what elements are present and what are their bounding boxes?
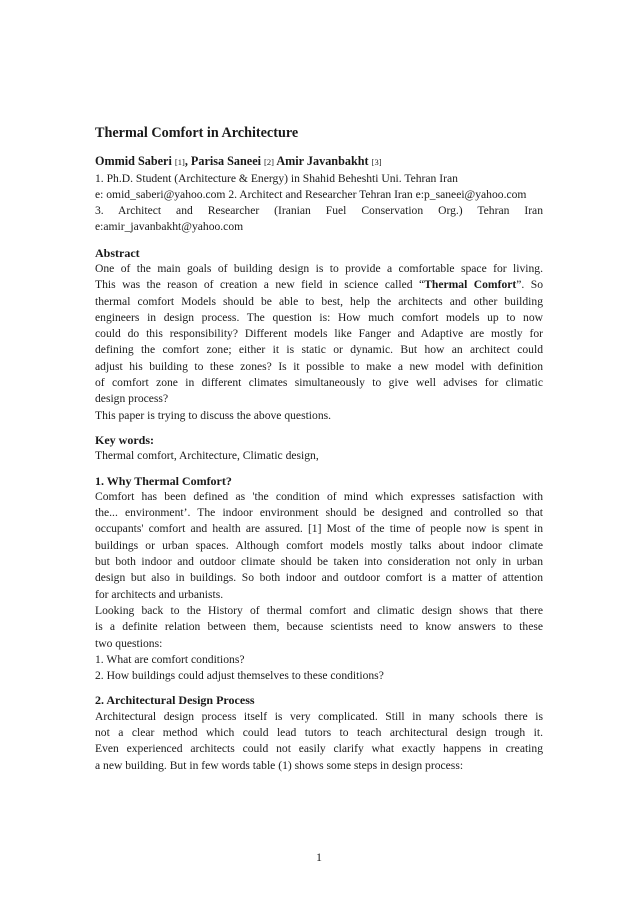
abstract-line: defining the comfort zone; either it is static or dynamic. But how an architect could bbox=[95, 343, 543, 357]
abstract-section bbox=[95, 245, 543, 424]
abstract-line-bold bbox=[95, 277, 543, 293]
abstract-heading: Abstract bbox=[95, 245, 140, 260]
body-line: two questions: bbox=[95, 636, 163, 650]
keywords-text: Thermal comfort, Architecture, Climatic design, bbox=[95, 449, 319, 463]
affiliation-line: 3. Architect and Researcher (Iranian Fuel Conservation Org.) Tehran Iran bbox=[95, 204, 543, 218]
affiliations bbox=[95, 171, 543, 236]
body-line: for architects and urbanists. bbox=[95, 587, 224, 601]
abstract-line: design process? bbox=[95, 392, 169, 406]
author-2-ref: [2] bbox=[264, 157, 274, 167]
abstract-line-start: This was the reason of creation a new field in science called “ bbox=[95, 278, 425, 292]
section-architectural-design-process bbox=[95, 692, 543, 773]
body-line: Comfort has been defined as 'the condition of mind which expresses satisfaction with bbox=[95, 489, 543, 503]
abstract-line: thermal comfort Models should be able to best, help the architects and other building bbox=[95, 294, 543, 308]
author-2: Parisa Saneei bbox=[190, 154, 261, 168]
abstract-line: of comfort zone in different climates simultaneously to give well advises for climatic bbox=[95, 376, 543, 390]
body-line: but both indoor and outdoor climate should be taken into consideration not only in urban bbox=[95, 555, 543, 569]
body-line: is a definite relation between them, because scientists need to know answers to these bbox=[95, 620, 543, 634]
abstract-line: adjust his building to these zones? Is it possible to make a new model with definition bbox=[95, 359, 543, 373]
author-3-ref: [3] bbox=[371, 157, 382, 167]
body-line: the... environment’. The indoor environment should be designed and controlled so that bbox=[95, 506, 543, 520]
paper-body bbox=[95, 124, 543, 774]
affiliation-line: 1. Ph.D. Student (Architecture & Energy) in Shahid Beheshti Uni. Tehran Iran bbox=[95, 171, 458, 185]
abstract-line: This paper is trying to discuss the above questions. bbox=[95, 408, 332, 422]
author-3: Amir Javanbakht bbox=[276, 154, 369, 168]
author-1: Ommid Saberi bbox=[95, 154, 172, 168]
body-line: Even experienced architects could not easily clarify what exactly happens in creating bbox=[95, 742, 543, 756]
page-number: 1 bbox=[316, 850, 322, 864]
keywords-section bbox=[95, 432, 543, 465]
thermal-comfort-term: Thermal Comfort bbox=[424, 278, 517, 292]
list-item: 2. How buildings could adjust themselves to these conditions? bbox=[95, 669, 384, 683]
author-1-ref: [1] bbox=[174, 157, 185, 167]
body-line: a new building. But in few words table (1) shows some steps in design process: bbox=[95, 758, 464, 772]
body-line: not a clear method which could lead tutors to teach architectural design trough it. bbox=[95, 726, 543, 739]
abstract-line-end: ”. So bbox=[516, 278, 543, 292]
section-1-heading: 1. Why Thermal Comfort? bbox=[95, 473, 232, 488]
section-2-heading: 2. Architectural Design Process bbox=[95, 693, 255, 708]
author-line bbox=[95, 153, 543, 171]
affiliation-line: e:amir_javanbakht@yahoo.com bbox=[95, 220, 244, 234]
abstract-line: engineers in design process. The question is: How much comfort models up to now bbox=[95, 310, 543, 324]
paper-title: Thermal Comfort in Architecture bbox=[95, 125, 299, 141]
abstract-line: could do this responsibility? Different models like Fanger and Adaptive are mostly for bbox=[95, 327, 543, 341]
abstract-line: One of the main goals of building design is to provide a comfortable space for living. bbox=[95, 261, 543, 275]
list-item: 1. What are comfort conditions? bbox=[95, 652, 245, 666]
body-line: occupants' comfort and health are assured. [1] Most of the time of people now is spent in bbox=[95, 522, 543, 536]
section-why-thermal-comfort bbox=[95, 473, 543, 685]
keywords-heading: Key words: bbox=[95, 432, 154, 447]
body-line: Architectural design process itself is very complicated. Still in many schools there is bbox=[95, 709, 543, 723]
body-line: design but also in buildings. So both indoor and outdoor comfort is a matter of attention bbox=[95, 571, 543, 585]
body-line: buildings or urban spaces. Although comfort models mostly talks about indoor climate bbox=[95, 538, 543, 552]
author-separator: , bbox=[184, 154, 188, 168]
affiliation-line: e: omid_saberi@yahoo.com 2. Architect and Researcher Tehran Iran e:p_saneei@yahoo.com bbox=[95, 187, 527, 201]
body-line: Looking back to the History of thermal comfort and climatic design shows that there bbox=[95, 603, 543, 617]
